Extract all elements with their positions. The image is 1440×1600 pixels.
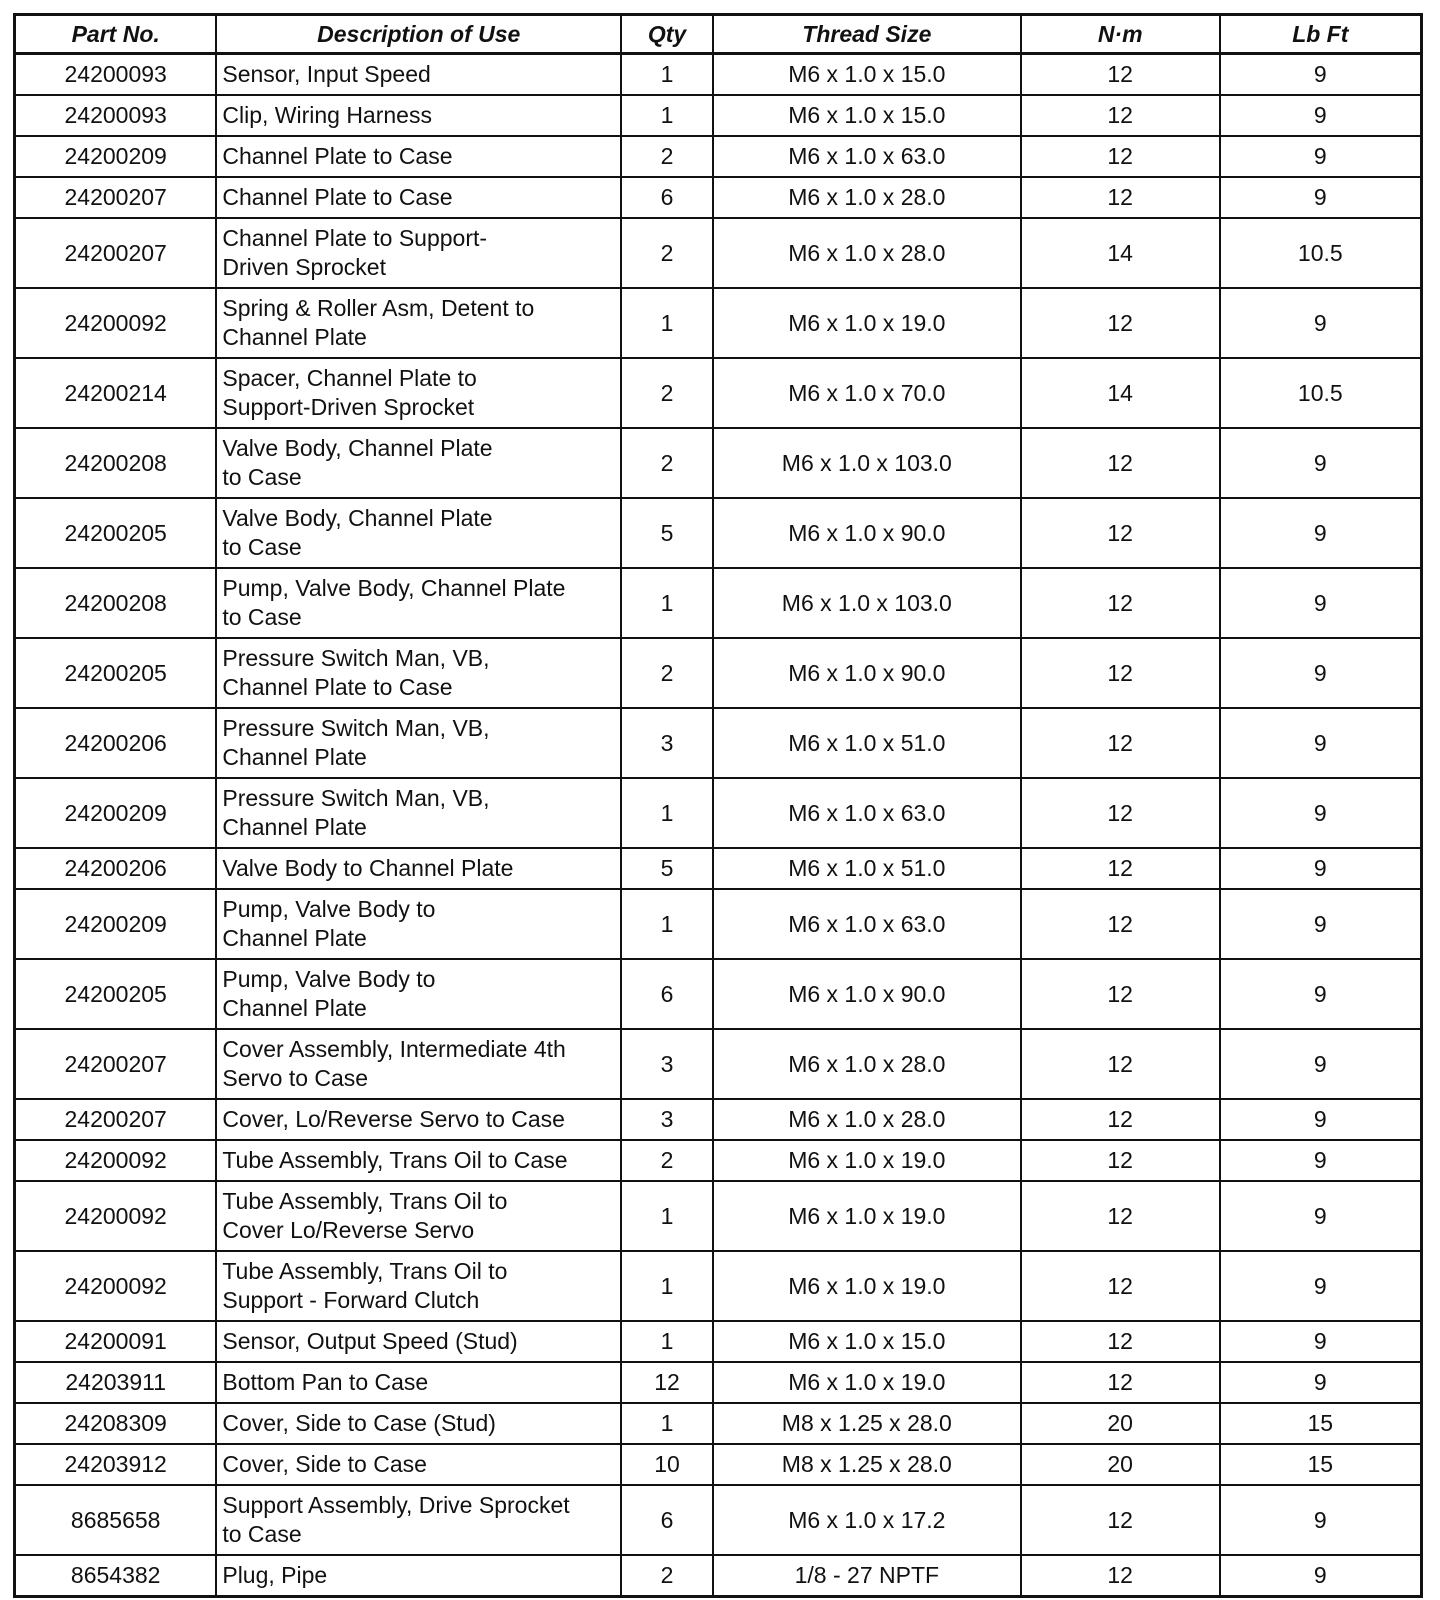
nm-cell: 12	[1021, 95, 1220, 136]
part-number-cell: 24200209	[15, 889, 217, 959]
description-cell: Cover, Lo/Reverse Servo to Case	[216, 1099, 621, 1140]
part-number-cell: 24200209	[15, 778, 217, 848]
thread-size-cell: M6 x 1.0 x 28.0	[713, 1099, 1021, 1140]
thread-size-cell: M6 x 1.0 x 19.0	[713, 1362, 1021, 1403]
thread-size-cell: 1/8 - 27 NPTF	[713, 1555, 1021, 1597]
thread-size-cell: M6 x 1.0 x 90.0	[713, 498, 1021, 568]
lbft-cell: 9	[1220, 95, 1422, 136]
nm-cell: 12	[1021, 638, 1220, 708]
description-cell: Cover, Side to Case (Stud)	[216, 1403, 621, 1444]
lbft-cell: 9	[1220, 848, 1422, 889]
lbft-cell: 9	[1220, 959, 1422, 1029]
description-cell: Cover, Side to Case	[216, 1444, 621, 1485]
thread-size-cell: M6 x 1.0 x 63.0	[713, 136, 1021, 177]
thread-size-cell: M6 x 1.0 x 15.0	[713, 95, 1021, 136]
part-number-cell: 24200207	[15, 1099, 217, 1140]
lbft-cell: 9	[1220, 778, 1422, 848]
nm-cell: 12	[1021, 848, 1220, 889]
description-cell: Sensor, Output Speed (Stud)	[216, 1321, 621, 1362]
nm-cell: 12	[1021, 889, 1220, 959]
thread-size-cell: M6 x 1.0 x 15.0	[713, 1321, 1021, 1362]
part-number-cell: 24200207	[15, 1029, 217, 1099]
qty-cell: 3	[621, 708, 713, 778]
table-row	[15, 568, 1422, 638]
table-row	[15, 136, 1422, 177]
thread-size-cell: M6 x 1.0 x 15.0	[713, 54, 1021, 96]
table-row	[15, 1251, 1422, 1321]
nm-cell: 12	[1021, 568, 1220, 638]
qty-cell: 5	[621, 498, 713, 568]
part-number-cell: 24200205	[15, 498, 217, 568]
nm-cell: 12	[1021, 1362, 1220, 1403]
description-cell: Plug, Pipe	[216, 1555, 621, 1597]
thread-size-cell: M6 x 1.0 x 90.0	[713, 959, 1021, 1029]
part-number-cell: 24200093	[15, 95, 217, 136]
thread-size-cell: M6 x 1.0 x 28.0	[713, 1029, 1021, 1099]
table-body	[15, 54, 1422, 1597]
qty-cell: 2	[621, 358, 713, 428]
description-cell: Valve Body, Channel Plate to Case	[216, 428, 621, 498]
nm-cell: 12	[1021, 1029, 1220, 1099]
qty-cell: 1	[621, 1321, 713, 1362]
part-number-cell: 24200208	[15, 428, 217, 498]
nm-cell: 12	[1021, 498, 1220, 568]
part-number-cell: 24200091	[15, 1321, 217, 1362]
thread-size-cell: M6 x 1.0 x 70.0	[713, 358, 1021, 428]
lbft-cell: 9	[1220, 136, 1422, 177]
lbft-cell: 9	[1220, 568, 1422, 638]
table-row	[15, 54, 1422, 96]
nm-cell: 12	[1021, 288, 1220, 358]
table-row	[15, 848, 1422, 889]
thread-size-cell: M6 x 1.0 x 17.2	[713, 1485, 1021, 1555]
lbft-cell: 9	[1220, 708, 1422, 778]
thread-size-cell: M6 x 1.0 x 51.0	[713, 848, 1021, 889]
description-cell: Support Assembly, Drive Sprocket to Case	[216, 1485, 621, 1555]
thread-size-cell: M6 x 1.0 x 103.0	[713, 428, 1021, 498]
thread-size-cell: M6 x 1.0 x 51.0	[713, 708, 1021, 778]
qty-cell: 6	[621, 959, 713, 1029]
qty-cell: 5	[621, 848, 713, 889]
table-row	[15, 1555, 1422, 1597]
lbft-cell: 10.5	[1220, 218, 1422, 288]
nm-cell: 12	[1021, 1555, 1220, 1597]
qty-cell: 2	[621, 1140, 713, 1181]
part-number-cell: 24200207	[15, 177, 217, 218]
thread-size-cell: M8 x 1.25 x 28.0	[713, 1403, 1021, 1444]
table-row	[15, 1362, 1422, 1403]
part-number-cell: 24200092	[15, 1251, 217, 1321]
thread-size-cell: M6 x 1.0 x 103.0	[713, 568, 1021, 638]
nm-cell: 12	[1021, 1099, 1220, 1140]
nm-cell: 12	[1021, 428, 1220, 498]
qty-cell: 6	[621, 177, 713, 218]
table-row	[15, 358, 1422, 428]
description-cell: Pump, Valve Body, Channel Plate to Case	[216, 568, 621, 638]
torque-specification-table	[13, 13, 1423, 1598]
description-cell: Tube Assembly, Trans Oil to Support - Forward Clutch	[216, 1251, 621, 1321]
header-thread-size: Thread Size	[713, 15, 1021, 54]
part-number-cell: 24200092	[15, 1140, 217, 1181]
lbft-cell: 9	[1220, 1099, 1422, 1140]
lbft-cell: 9	[1220, 288, 1422, 358]
description-cell: Valve Body to Channel Plate	[216, 848, 621, 889]
table-header	[15, 15, 1422, 54]
table-row	[15, 498, 1422, 568]
table-row	[15, 638, 1422, 708]
table-row	[15, 889, 1422, 959]
description-cell: Clip, Wiring Harness	[216, 95, 621, 136]
description-cell: Valve Body, Channel Plate to Case	[216, 498, 621, 568]
nm-cell: 12	[1021, 54, 1220, 96]
header-description: Description of Use	[216, 15, 621, 54]
nm-cell: 12	[1021, 1485, 1220, 1555]
qty-cell: 1	[621, 288, 713, 358]
thread-size-cell: M6 x 1.0 x 19.0	[713, 1140, 1021, 1181]
lbft-cell: 9	[1220, 1321, 1422, 1362]
table-row	[15, 95, 1422, 136]
nm-cell: 12	[1021, 1251, 1220, 1321]
thread-size-cell: M6 x 1.0 x 28.0	[713, 177, 1021, 218]
thread-size-cell: M6 x 1.0 x 19.0	[713, 1181, 1021, 1251]
lbft-cell: 9	[1220, 498, 1422, 568]
qty-cell: 1	[621, 1251, 713, 1321]
description-cell: Pump, Valve Body to Channel Plate	[216, 889, 621, 959]
part-number-cell: 24200205	[15, 959, 217, 1029]
lbft-cell: 9	[1220, 428, 1422, 498]
header-row	[15, 15, 1422, 54]
table-row	[15, 1403, 1422, 1444]
header-part-no: Part No.	[15, 15, 217, 54]
lbft-cell: 9	[1220, 638, 1422, 708]
description-cell: Sensor, Input Speed	[216, 54, 621, 96]
description-cell: Channel Plate to Support- Driven Sprocket	[216, 218, 621, 288]
qty-cell: 1	[621, 1181, 713, 1251]
qty-cell: 1	[621, 568, 713, 638]
part-number-cell: 24200206	[15, 708, 217, 778]
table-row	[15, 1181, 1422, 1251]
table-row	[15, 1029, 1422, 1099]
header-nm: N·m	[1021, 15, 1220, 54]
part-number-cell: 24208309	[15, 1403, 217, 1444]
lbft-cell: 9	[1220, 54, 1422, 96]
lbft-cell: 9	[1220, 1029, 1422, 1099]
description-cell: Pressure Switch Man, VB, Channel Plate	[216, 708, 621, 778]
qty-cell: 2	[621, 428, 713, 498]
description-cell: Spring & Roller Asm, Detent to Channel Plate	[216, 288, 621, 358]
table-row	[15, 708, 1422, 778]
table-row	[15, 1444, 1422, 1485]
qty-cell: 2	[621, 136, 713, 177]
qty-cell: 6	[621, 1485, 713, 1555]
part-number-cell: 24200093	[15, 54, 217, 96]
thread-size-cell: M6 x 1.0 x 19.0	[713, 288, 1021, 358]
part-number-cell: 24200205	[15, 638, 217, 708]
nm-cell: 12	[1021, 1181, 1220, 1251]
lbft-cell: 9	[1220, 1251, 1422, 1321]
nm-cell: 14	[1021, 358, 1220, 428]
thread-size-cell: M8 x 1.25 x 28.0	[713, 1444, 1021, 1485]
lbft-cell: 15	[1220, 1403, 1422, 1444]
part-number-cell: 24200208	[15, 568, 217, 638]
description-cell: Spacer, Channel Plate to Support-Driven Sprocket	[216, 358, 621, 428]
header-lbft: Lb Ft	[1220, 15, 1422, 54]
part-number-cell: 24203911	[15, 1362, 217, 1403]
lbft-cell: 15	[1220, 1444, 1422, 1485]
table-row	[15, 1140, 1422, 1181]
nm-cell: 12	[1021, 778, 1220, 848]
lbft-cell: 9	[1220, 1555, 1422, 1597]
nm-cell: 12	[1021, 136, 1220, 177]
qty-cell: 1	[621, 95, 713, 136]
header-qty: Qty	[621, 15, 713, 54]
qty-cell: 1	[621, 778, 713, 848]
nm-cell: 20	[1021, 1444, 1220, 1485]
nm-cell: 20	[1021, 1403, 1220, 1444]
table-row	[15, 177, 1422, 218]
table-row	[15, 218, 1422, 288]
lbft-cell: 9	[1220, 177, 1422, 218]
lbft-cell: 9	[1220, 889, 1422, 959]
table-row	[15, 428, 1422, 498]
qty-cell: 1	[621, 54, 713, 96]
lbft-cell: 10.5	[1220, 358, 1422, 428]
table-row	[15, 1099, 1422, 1140]
qty-cell: 1	[621, 1403, 713, 1444]
table-row	[15, 288, 1422, 358]
qty-cell: 12	[621, 1362, 713, 1403]
nm-cell: 12	[1021, 1140, 1220, 1181]
part-number-cell: 24200207	[15, 218, 217, 288]
part-number-cell: 8654382	[15, 1555, 217, 1597]
thread-size-cell: M6 x 1.0 x 63.0	[713, 889, 1021, 959]
nm-cell: 12	[1021, 708, 1220, 778]
part-number-cell: 24200214	[15, 358, 217, 428]
lbft-cell: 9	[1220, 1362, 1422, 1403]
thread-size-cell: M6 x 1.0 x 90.0	[713, 638, 1021, 708]
qty-cell: 10	[621, 1444, 713, 1485]
nm-cell: 14	[1021, 218, 1220, 288]
part-number-cell: 24200092	[15, 288, 217, 358]
thread-size-cell: M6 x 1.0 x 63.0	[713, 778, 1021, 848]
description-cell: Tube Assembly, Trans Oil to Case	[216, 1140, 621, 1181]
nm-cell: 12	[1021, 177, 1220, 218]
description-cell: Bottom Pan to Case	[216, 1362, 621, 1403]
description-cell: Pressure Switch Man, VB, Channel Plate to Case	[216, 638, 621, 708]
lbft-cell: 9	[1220, 1181, 1422, 1251]
table-row	[15, 959, 1422, 1029]
qty-cell: 2	[621, 638, 713, 708]
table-row	[15, 1485, 1422, 1555]
part-number-cell: 24200209	[15, 136, 217, 177]
description-cell: Cover Assembly, Intermediate 4th Servo to Case	[216, 1029, 621, 1099]
part-number-cell: 24203912	[15, 1444, 217, 1485]
thread-size-cell: M6 x 1.0 x 28.0	[713, 218, 1021, 288]
qty-cell: 2	[621, 1555, 713, 1597]
qty-cell: 3	[621, 1029, 713, 1099]
description-cell: Channel Plate to Case	[216, 136, 621, 177]
qty-cell: 2	[621, 218, 713, 288]
nm-cell: 12	[1021, 959, 1220, 1029]
description-cell: Channel Plate to Case	[216, 177, 621, 218]
lbft-cell: 9	[1220, 1140, 1422, 1181]
nm-cell: 12	[1021, 1321, 1220, 1362]
part-number-cell: 8685658	[15, 1485, 217, 1555]
qty-cell: 1	[621, 889, 713, 959]
thread-size-cell: M6 x 1.0 x 19.0	[713, 1251, 1021, 1321]
part-number-cell: 24200206	[15, 848, 217, 889]
part-number-cell: 24200092	[15, 1181, 217, 1251]
lbft-cell: 9	[1220, 1485, 1422, 1555]
description-cell: Pump, Valve Body to Channel Plate	[216, 959, 621, 1029]
description-cell: Pressure Switch Man, VB, Channel Plate	[216, 778, 621, 848]
table-row	[15, 1321, 1422, 1362]
qty-cell: 3	[621, 1099, 713, 1140]
table-row	[15, 778, 1422, 848]
description-cell: Tube Assembly, Trans Oil to Cover Lo/Reverse Servo	[216, 1181, 621, 1251]
